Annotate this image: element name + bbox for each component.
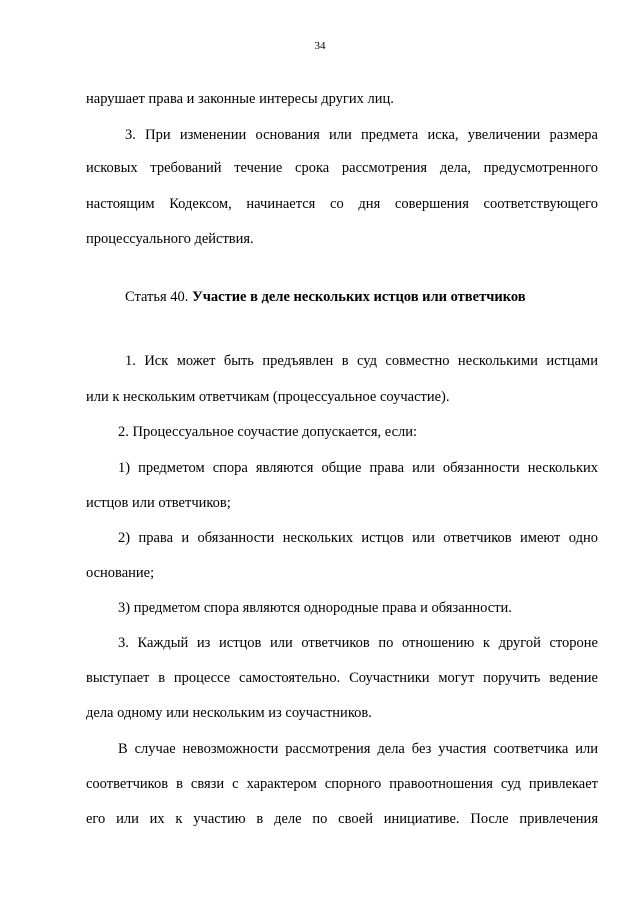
text-line: 3. При изменении основания или предмета иска, увеличении размера	[125, 127, 598, 143]
text-line: В случае невозможности рассмотрения дела без участия соответчика или	[118, 741, 598, 757]
article-heading	[125, 289, 526, 306]
text-line: истцов или ответчиков;	[86, 495, 231, 511]
text-line: 1. Иск может быть предъявлен в суд совместно несколькими истцами	[125, 353, 598, 369]
text-line: 1) предметом спора являются общие права или обязанности нескольких	[118, 460, 598, 476]
text-line: основание;	[86, 565, 155, 581]
text-line: соответчиков в связи с характером спорного правоотношения суд привлекает	[86, 776, 598, 792]
text-line: настоящим Кодексом, начинается со дня совершения соответствующего	[86, 196, 598, 212]
text-line: исковых требований течение срока рассмотрения дела, предусмотренного	[86, 160, 598, 176]
article-number: Статья 40.	[125, 289, 189, 305]
text-line: 3. Каждый из истцов или ответчиков по отношению к другой стороне	[118, 635, 598, 651]
text-line: процессуального действия.	[86, 231, 254, 247]
text-line: 2) права и обязанности нескольких истцов или ответчиков имеют одно	[118, 530, 598, 546]
text-line: выступает в процессе самостоятельно. Соучастники могут поручить ведение	[86, 670, 598, 686]
text-line: 3) предметом спора являются однородные права и обязанности.	[118, 600, 512, 616]
text-line: дела одному или нескольким из соучастников.	[86, 705, 372, 721]
text-line: его или их к участию в деле по своей инициативе. После привлечения	[86, 811, 598, 827]
page-number: 34	[314, 40, 326, 52]
text-line: 2. Процессуальное соучастие допускается, если:	[118, 424, 418, 440]
article-title: Участие в деле нескольких истцов или ответчиков	[192, 289, 526, 305]
text-line: нарушает права и законные интересы других лиц.	[86, 91, 394, 107]
text-line: или к нескольким ответчикам (процессуальное соучастие).	[86, 389, 450, 405]
